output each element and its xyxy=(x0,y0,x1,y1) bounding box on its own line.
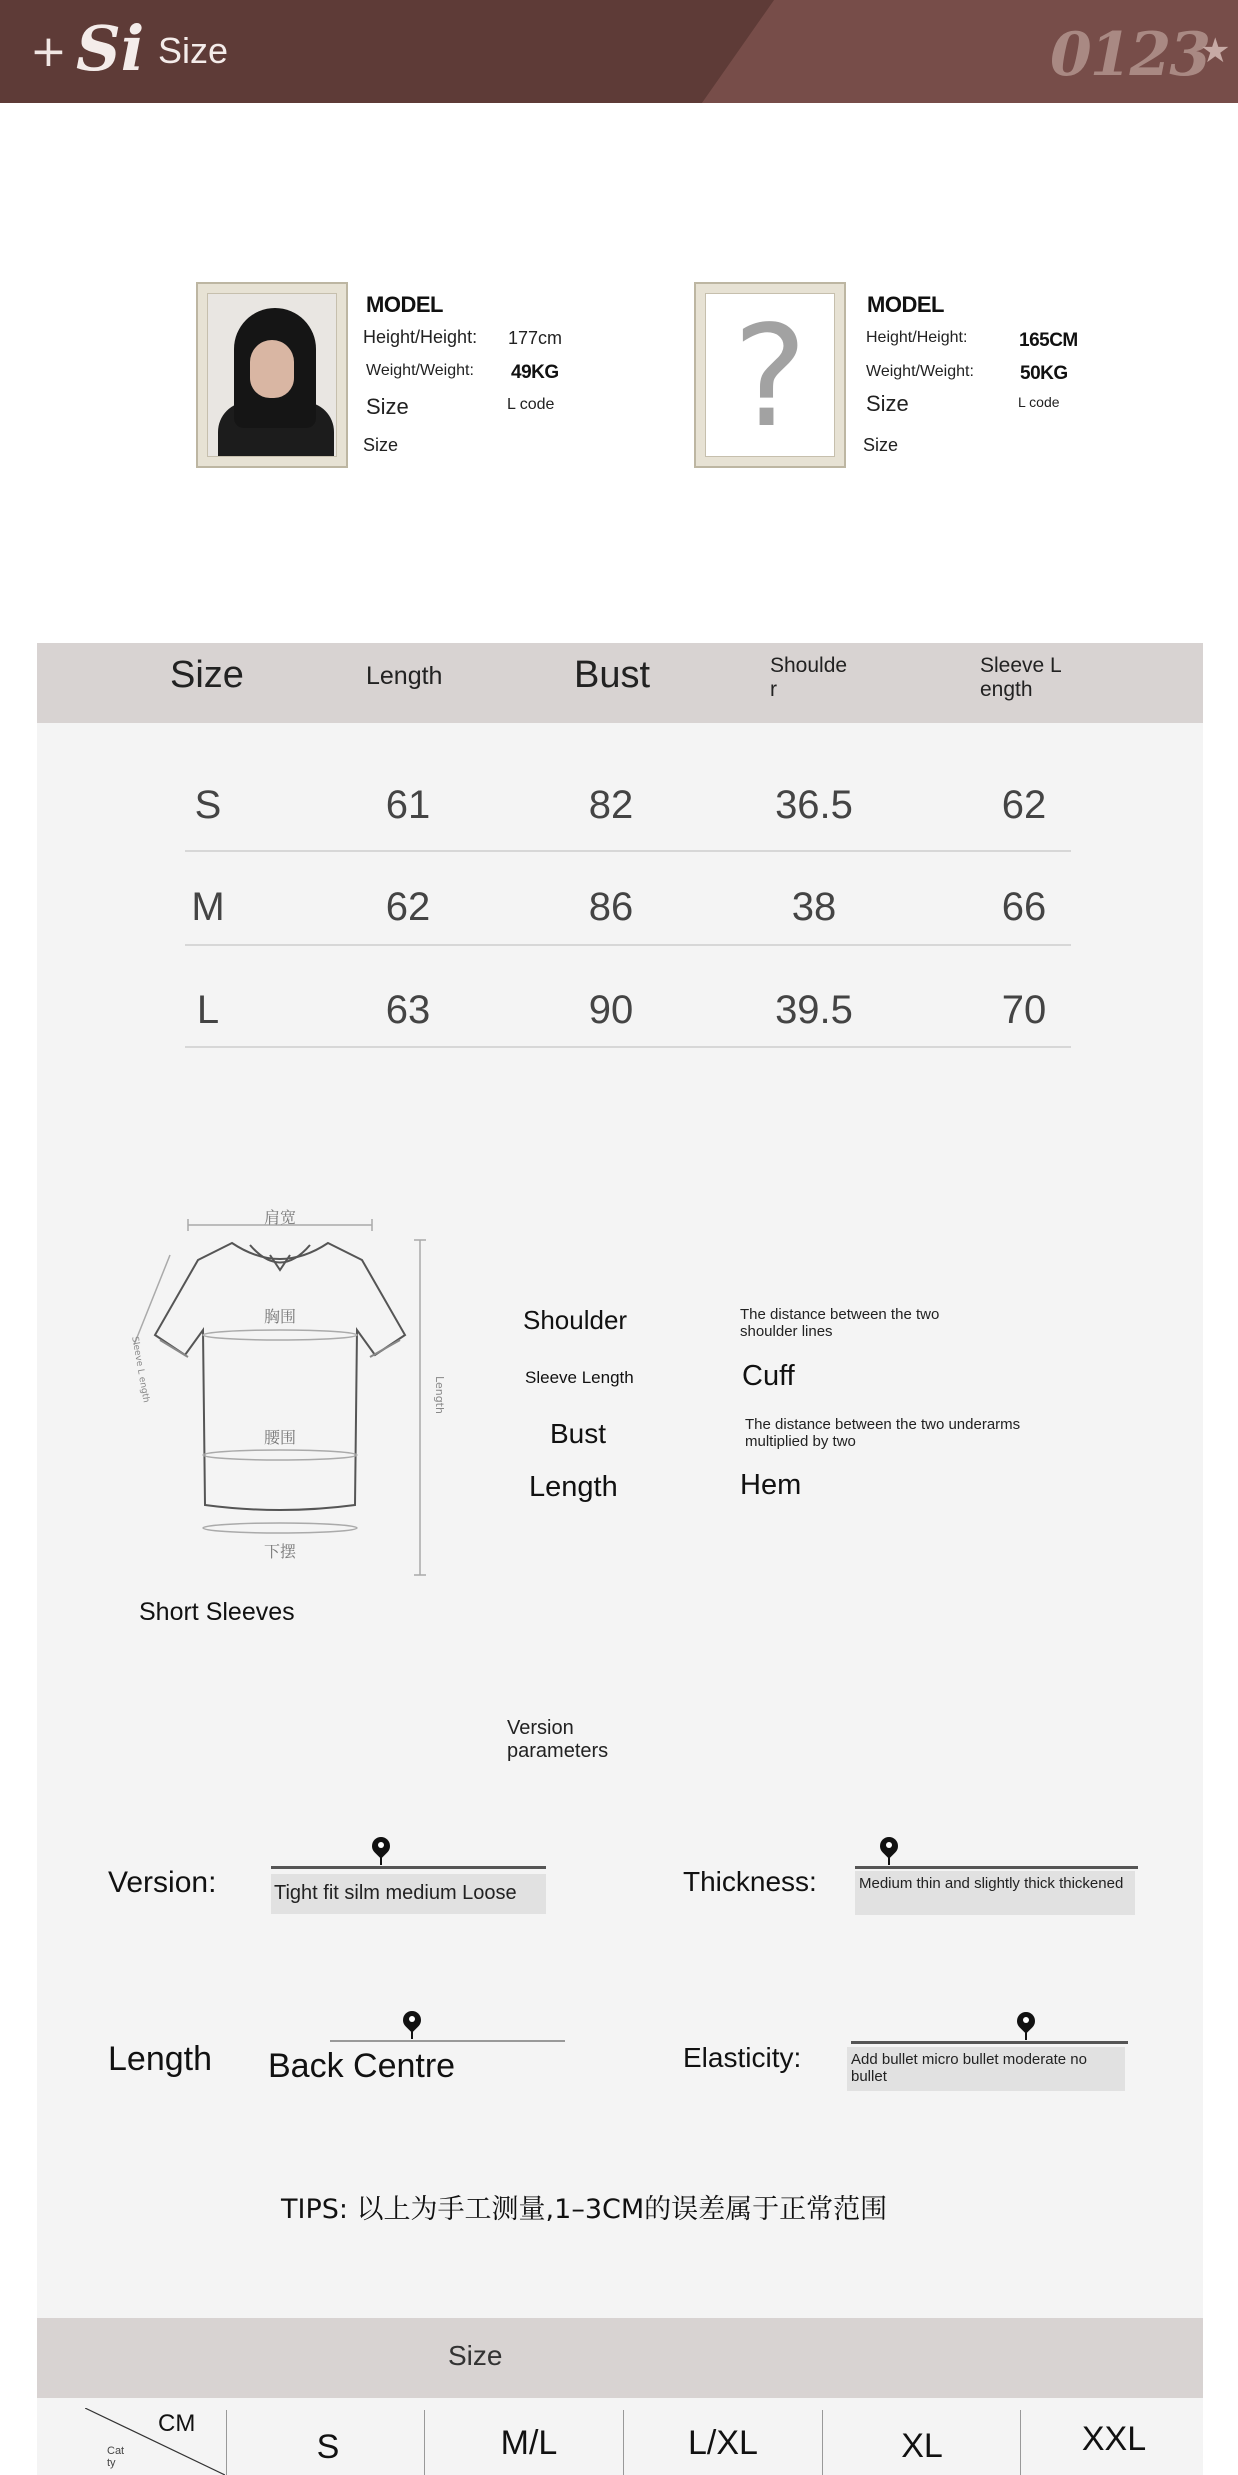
version-slider-track xyxy=(271,1866,546,1869)
term-bust: Bust xyxy=(550,1418,607,1449)
shoulder-width-label: 肩宽 xyxy=(263,1208,297,1227)
table-cell-shoulder: 39.5 xyxy=(775,988,853,1032)
thickness-slider-track xyxy=(855,1866,1138,1869)
table-cell-shoulder: 38 xyxy=(791,885,837,929)
model-height-label: Height/Height: xyxy=(363,327,478,347)
model-weight-label: Weight/Weight: xyxy=(366,362,474,379)
model-size-label: Size xyxy=(366,394,409,419)
model-photo-frame xyxy=(694,282,846,468)
cm-column-m-l: M/L xyxy=(500,2424,558,2462)
hem-label: 下摆 xyxy=(263,1542,297,1561)
table-cell-sleeve: 70 xyxy=(1001,988,1047,1032)
model-weight-value: 49KG xyxy=(511,362,559,383)
diagram-caption: Short Sleeves xyxy=(139,1598,295,1626)
model-height-value: 177cm xyxy=(508,328,563,348)
cm-column-xl: XL xyxy=(901,2427,943,2465)
cm-table-title: Size xyxy=(448,2340,503,2371)
waist-girth-label: 腰围 xyxy=(263,1428,297,1447)
column-divider xyxy=(822,2410,823,2475)
table-cell-size: L xyxy=(196,988,220,1032)
header-title: Size xyxy=(158,30,229,71)
model-size-footer: Size xyxy=(363,435,399,455)
cm-column-s: S xyxy=(316,2428,340,2466)
version-label: Version: xyxy=(108,1866,217,1899)
table-row-divider xyxy=(185,1046,1071,1048)
table-cell-length: 63 xyxy=(385,988,431,1032)
bust-girth-label: 胸围 xyxy=(263,1307,297,1326)
brand-logo: Si xyxy=(76,12,145,85)
question-mark-icon: ? xyxy=(732,296,808,457)
term-sleeve-length: Sleeve Length xyxy=(525,1368,634,1387)
model-label: MODEL xyxy=(867,292,944,317)
star-icon: ★ xyxy=(1200,31,1231,71)
column-divider xyxy=(424,2410,425,2475)
table-cell-shoulder: 36.5 xyxy=(775,783,853,827)
model-size-label: Size xyxy=(866,391,909,416)
term-bust-description: The distance between the two underarms multiplied by two xyxy=(745,1416,1021,1450)
t-shirt-diagram xyxy=(120,1205,460,1585)
model-height-value: 165CM xyxy=(1019,330,1078,351)
model-height-label: Height/Height: xyxy=(866,329,968,346)
table-corner-diagonal xyxy=(85,2408,225,2475)
table-cell-bust: 90 xyxy=(588,988,634,1032)
sleeve-dimension-label: Sleeve L ength xyxy=(129,1335,151,1404)
length-dimension-label: Length xyxy=(433,1376,446,1414)
table-cell-sleeve: 66 xyxy=(1001,885,1047,929)
model-photo xyxy=(208,294,336,456)
column-header-bust: Bust xyxy=(574,654,651,696)
page-header xyxy=(0,0,1238,103)
cm-table-header xyxy=(37,2318,1203,2398)
column-header-size: Size xyxy=(170,654,244,696)
thickness-scale: Medium thin and slightly thick thickened xyxy=(855,1871,1135,1915)
model-size-value: L code xyxy=(507,396,555,413)
corner-category-label: Cat ty xyxy=(107,2445,125,2469)
cm-column-xxl: XXL xyxy=(1081,2420,1147,2458)
model-size-footer: Size xyxy=(863,435,899,455)
column-header-length: Length xyxy=(366,662,443,690)
header-number-watermark: 0123 xyxy=(1050,20,1209,90)
table-cell-bust: 82 xyxy=(588,783,634,827)
term-hem: Hem xyxy=(740,1469,802,1501)
term-cuff: Cuff xyxy=(742,1360,795,1392)
elasticity-label: Elasticity: xyxy=(683,2042,802,2073)
term-shoulder-description: The distance between the two shoulder lines xyxy=(740,1306,940,1340)
version-scale: Tight fit silm medium Loose xyxy=(271,1874,546,1914)
model-size-value: L code xyxy=(1018,394,1060,410)
cm-column-l-xl: L/XL xyxy=(688,2424,758,2462)
column-header-shoulder: Shoulde r xyxy=(770,654,848,701)
length-slider-track xyxy=(330,2040,565,2042)
column-divider xyxy=(226,2410,227,2475)
model-label: MODEL xyxy=(366,292,443,317)
corner-unit-label: CM xyxy=(158,2410,196,2437)
table-cell-length: 61 xyxy=(385,783,431,827)
length-label: Length xyxy=(108,2040,212,2078)
version-marker-icon xyxy=(372,1837,390,1865)
table-row-divider xyxy=(185,850,1071,852)
thickness-marker-icon xyxy=(880,1837,898,1865)
plus-icon: + xyxy=(30,26,67,77)
measurement-tips: TIPS: 以上为手工测量,1–3CM的误差属于正常范围 xyxy=(281,2194,888,2225)
thickness-label: Thickness: xyxy=(683,1866,817,1897)
table-cell-length: 62 xyxy=(385,885,431,929)
elasticity-scale: Add bullet micro bullet moderate no bullet xyxy=(847,2047,1125,2091)
term-shoulder: Shoulder xyxy=(523,1305,628,1335)
table-cell-size: M xyxy=(191,885,225,929)
term-length: Length xyxy=(529,1471,618,1503)
table-cell-size: S xyxy=(194,783,222,827)
elasticity-marker-icon xyxy=(1017,2012,1035,2040)
table-cell-bust: 86 xyxy=(588,885,634,929)
model-weight-label: Weight/Weight: xyxy=(866,363,974,380)
table-row-divider xyxy=(185,944,1071,946)
model-weight-value: 50KG xyxy=(1020,363,1068,384)
length-scale: Back Centre xyxy=(268,2047,456,2085)
length-marker-icon xyxy=(403,2011,421,2039)
column-header-sleeve-length: Sleeve L ength xyxy=(980,654,1062,701)
table-cell-sleeve: 62 xyxy=(1001,783,1047,827)
model-photo-frame xyxy=(196,282,348,468)
version-parameters-title: Version parameters xyxy=(507,1717,609,1762)
elasticity-slider-track xyxy=(851,2041,1128,2044)
